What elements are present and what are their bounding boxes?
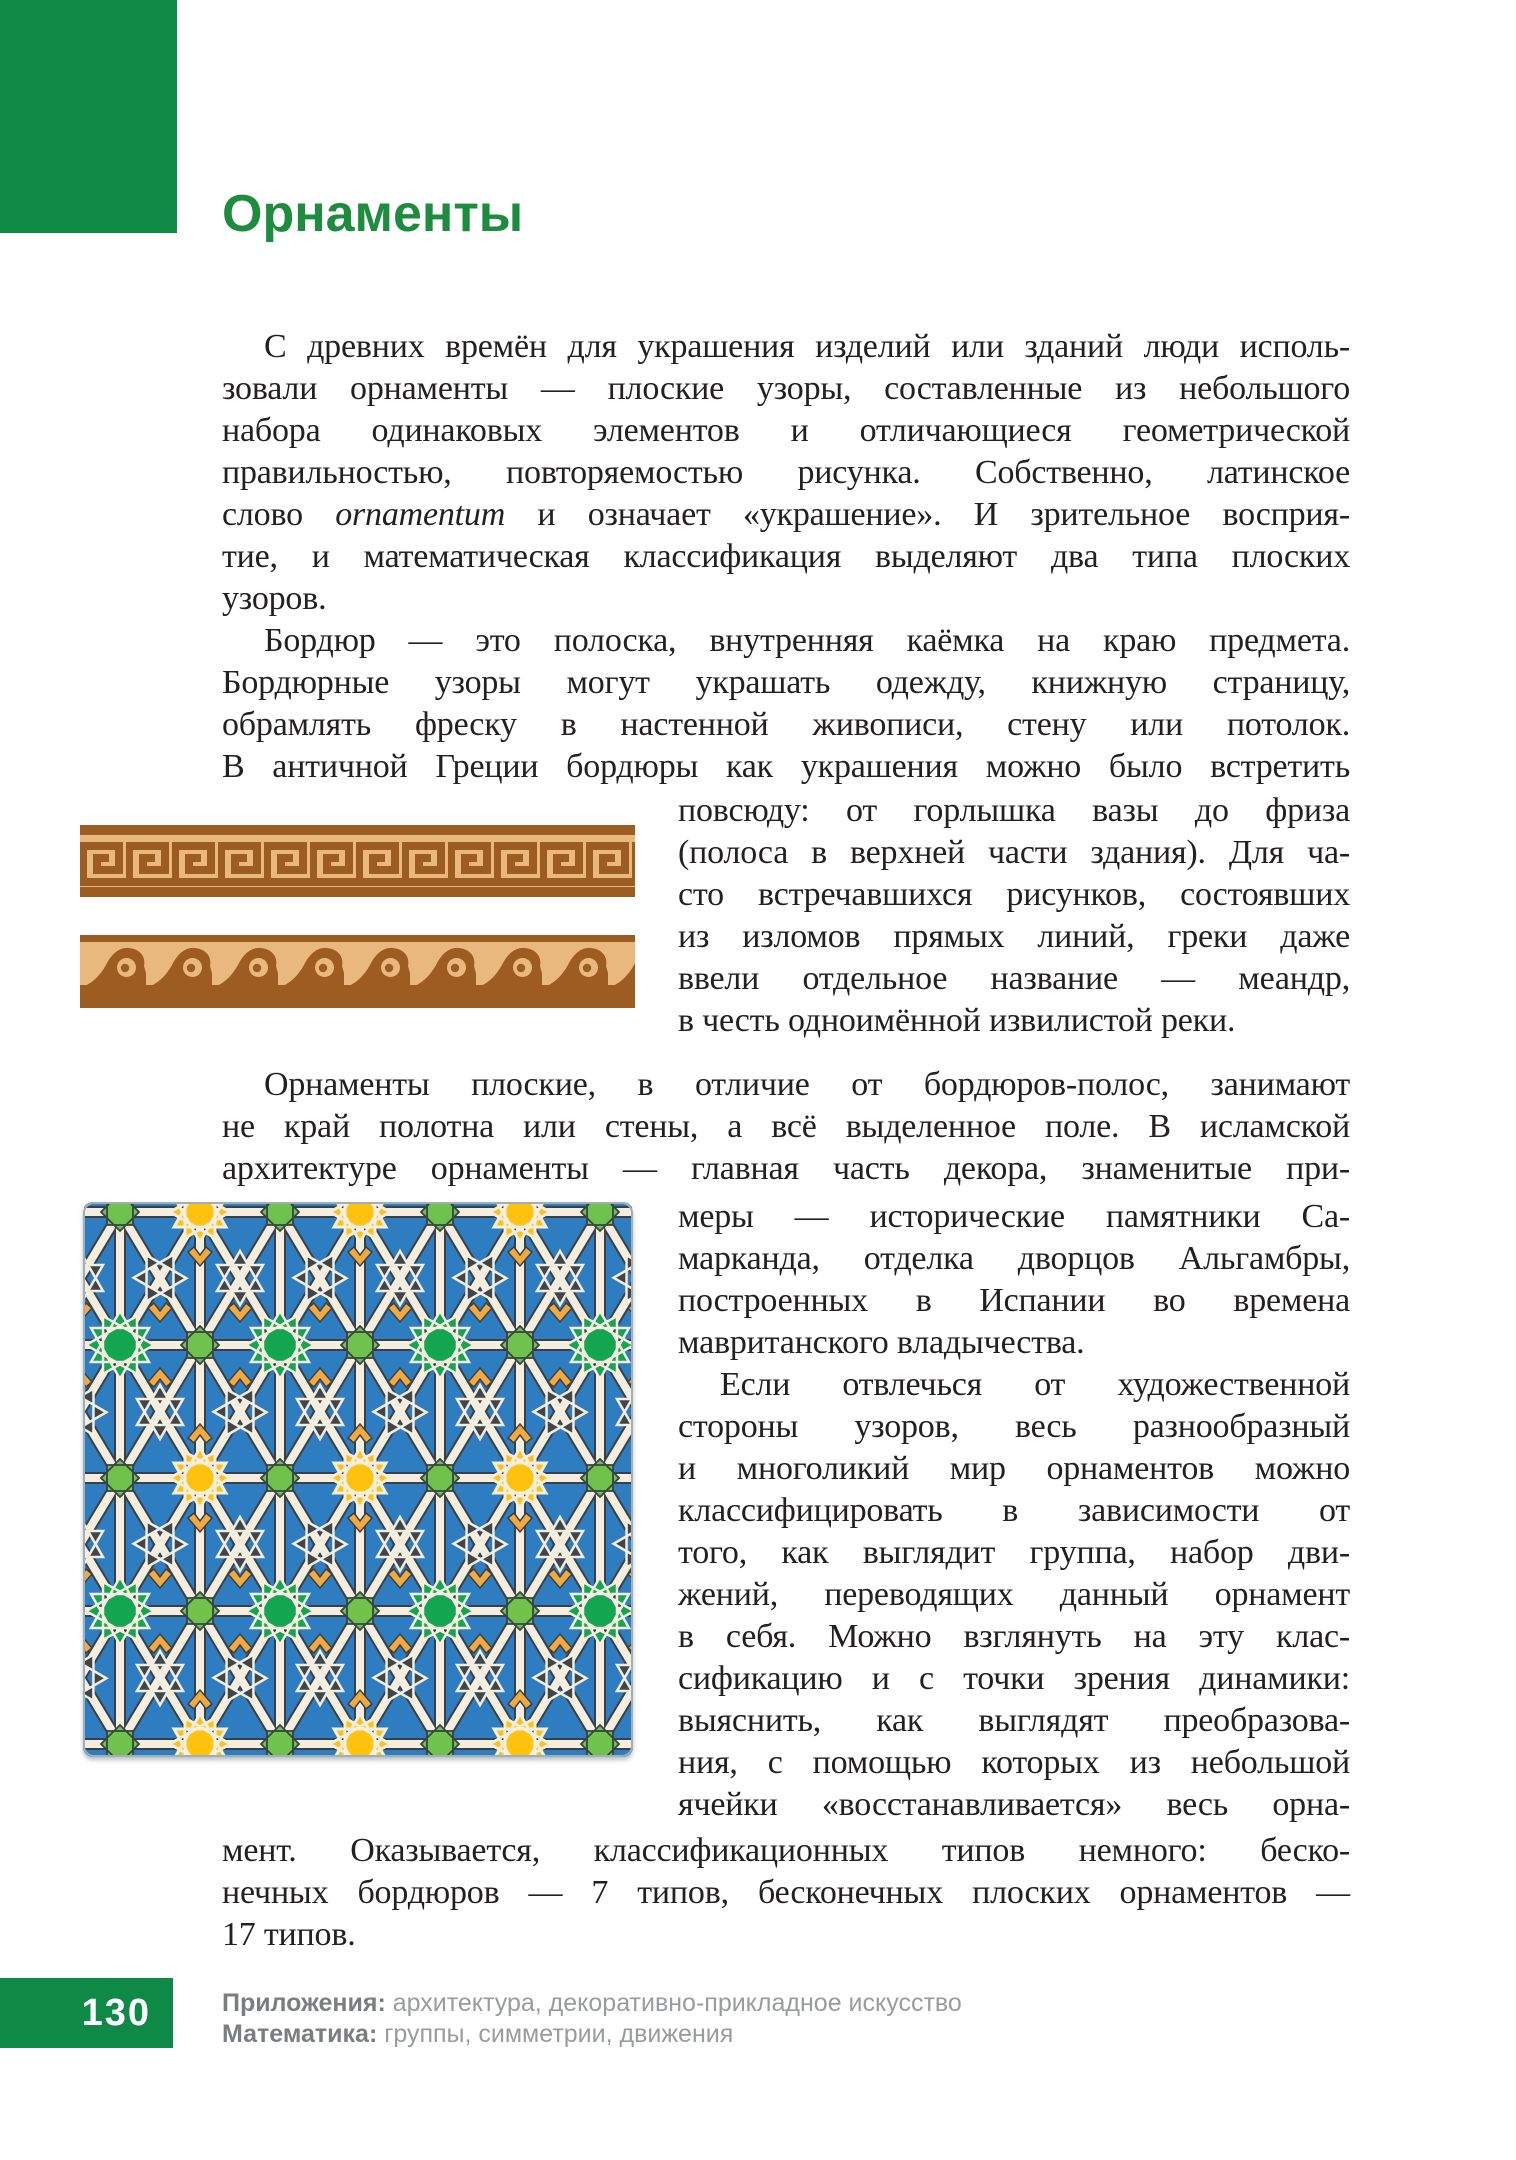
text-line: из изломов прямых линий, греки даже bbox=[678, 918, 1350, 955]
text-line: меры — исторические памятники Са- bbox=[678, 1198, 1350, 1235]
text-line: того, как выглядит группа, набор дви- bbox=[678, 1534, 1350, 1571]
footer-line-applications bbox=[222, 1988, 1122, 2019]
footer bbox=[222, 1988, 1122, 2050]
footer-label-applications: Приложения: bbox=[222, 1989, 386, 2017]
text-line: тие, и математическая классификация выделяют два типа плоских bbox=[222, 538, 1350, 575]
text-line: 17 типов. bbox=[222, 1916, 356, 1953]
greek-wave-border-image bbox=[80, 935, 635, 1008]
text-line: Если отвлечься от художественной bbox=[720, 1366, 1350, 1403]
paragraph-ornament-full bbox=[222, 1064, 1350, 1190]
text-line: жений, переводящих данный орнамент bbox=[678, 1576, 1350, 1613]
paragraph-ornament-column bbox=[678, 1196, 1350, 1826]
page-number: 130 bbox=[81, 1991, 151, 2034]
text-line: ния, с помощью которых из небольшой bbox=[678, 1744, 1350, 1781]
text-line: слово ornamentum и означает «украшение». И зрительное восприя- bbox=[222, 496, 1350, 533]
text-line: Бордюр — это полоска, внутренняя каёмка на краю предмета. bbox=[264, 622, 1350, 659]
footer-line-mathematics bbox=[222, 2019, 1122, 2050]
footer-text-mathematics: группы, симметрии, движения bbox=[377, 2020, 734, 2048]
text-line: узоров. bbox=[222, 580, 327, 617]
text-line: мавританского владычества. bbox=[678, 1324, 1085, 1361]
text-line: Орнаменты плоские, в отличие от бордюров-полос, занимают bbox=[264, 1066, 1350, 1103]
text-line: и многоликий мир орнаментов можно bbox=[678, 1450, 1350, 1487]
text-line: архитектуре орнаменты — главная часть декора, знаменитые при- bbox=[222, 1150, 1350, 1187]
text-line: выяснить, как выглядят преобразова- bbox=[678, 1702, 1350, 1739]
text-line: С древних времён для украшения изделий или зданий люди исполь- bbox=[264, 328, 1350, 365]
text-line: построенных в Испании во времена bbox=[678, 1282, 1350, 1319]
text-line: в честь одноимённой извилистой реки. bbox=[678, 1002, 1236, 1039]
text-line: повсюду: от горлышка вазы до фриза bbox=[678, 792, 1350, 829]
text-line: ввели отдельное название — меандр, bbox=[678, 960, 1350, 997]
chapter-corner-block bbox=[0, 0, 177, 233]
text-line: В античной Греции бордюры как украшения можно было встретить bbox=[222, 748, 1350, 785]
page-number-block bbox=[0, 1978, 173, 2048]
text-line: набора одинаковых элементов и отличающиеся геометрической bbox=[222, 412, 1350, 449]
paragraph-border-column bbox=[678, 790, 1350, 1042]
text-line: в себя. Можно взглянуть на эту клас- bbox=[678, 1618, 1350, 1655]
text-line: зовали орнаменты — плоские узоры, составленные из небольшого bbox=[222, 370, 1350, 407]
text-line: ячейки «восстанавливается» весь орна- bbox=[678, 1786, 1350, 1823]
footer-label-mathematics: Математика: bbox=[222, 2020, 378, 2048]
text-line: марканда, отделка дворцов Альгамбры, bbox=[678, 1240, 1350, 1277]
text-line: сификацию и с точки зрения динамики: bbox=[678, 1660, 1350, 1697]
islamic-ornament-image bbox=[83, 1202, 633, 1757]
text-line: мент. Оказывается, классификационных типов немного: беско- bbox=[222, 1832, 1350, 1869]
paragraph-border-full bbox=[222, 620, 1350, 788]
text-line: нечных бордюров — 7 типов, бесконечных плоских орнаментов — bbox=[222, 1874, 1350, 1911]
footer-text-applications: архитектура, декоративно-прикладное искусство bbox=[385, 1989, 962, 2017]
paragraph-conclusion bbox=[222, 1830, 1350, 1956]
text-line: обрамлять фреску в настенной живописи, стену или потолок. bbox=[222, 706, 1350, 743]
page-title: Орнаменты bbox=[222, 185, 524, 243]
text-line: сто встречавшихся рисунков, состоявших bbox=[678, 876, 1350, 913]
text-line: (полоса в верхней части здания). Для ча- bbox=[678, 834, 1350, 871]
greek-key-meander-border-image bbox=[80, 825, 635, 897]
text-line: Бордюрные узоры могут украшать одежду, книжную страницу, bbox=[222, 664, 1350, 701]
paragraph-intro bbox=[222, 326, 1350, 620]
text-line: правильностью, повторяемостью рисунка. Собственно, латинское bbox=[222, 454, 1350, 491]
text-line: классифицировать в зависимости от bbox=[678, 1492, 1350, 1529]
text-line: не край полотна или стены, а всё выделенное поле. В исламской bbox=[222, 1108, 1350, 1145]
text-line: стороны узоров, весь разнообразный bbox=[678, 1408, 1350, 1445]
